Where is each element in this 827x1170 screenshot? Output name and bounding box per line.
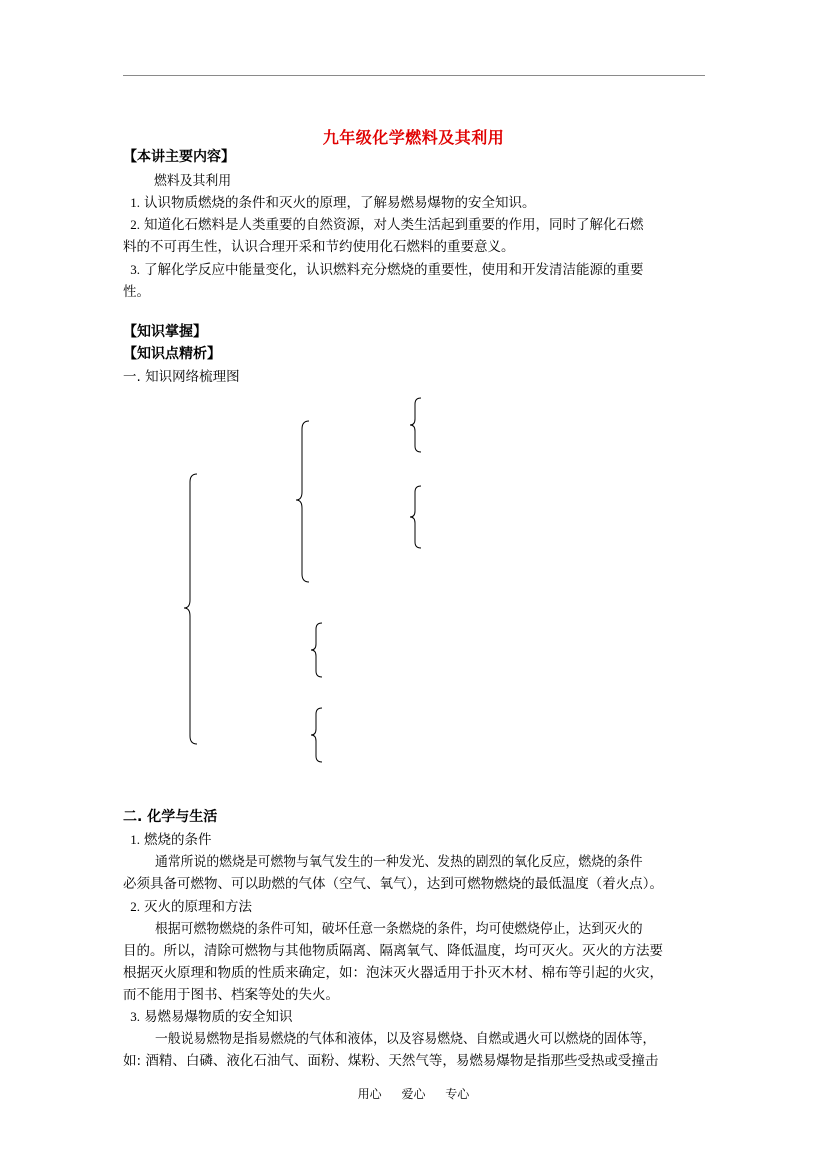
part-one-heading: 一. 知识网络梳理图	[123, 369, 240, 385]
page-title: 九年级化学燃料及其利用	[322, 128, 505, 147]
section-heading-two: 二. 化学与生活	[123, 809, 218, 825]
subsection-label: 灭火的原理和方法	[144, 899, 252, 915]
item-number: 2.	[130, 217, 140, 232]
item-text: 知道化石燃料是人类重要的自然资源，对人类生活起到重要的作用，同时了解化石燃	[144, 217, 644, 233]
lower-brace-two	[311, 708, 322, 762]
lower-brace-one	[311, 623, 322, 677]
subsection-label: 燃烧的条件	[144, 832, 212, 848]
item-number: 1.	[130, 832, 140, 847]
item-number: 1.	[130, 195, 140, 210]
paragraph-line: 目的。所以，清除可燃物与其他物质隔离、隔离氧气、降低温度，均可灭火。灭火的方法要	[123, 943, 663, 959]
paragraph-line: 而不能用于图书、档案等处的失火。	[123, 987, 339, 1003]
item-number: 3.	[130, 262, 140, 277]
item-text: 认识物质燃烧的条件和灭火的原理，了解易燃易爆物的安全知识。	[144, 195, 536, 211]
subtitle: 燃料及其利用	[154, 173, 232, 189]
item-number: 2.	[130, 899, 140, 914]
item-text-continued: 性。	[123, 284, 150, 300]
second-right-brace	[410, 486, 421, 548]
paragraph-line: 必须具备可燃物、可以助燃的气体（空气、氧气），达到可燃物燃烧的最低温度（着火点）。	[123, 876, 663, 892]
section-heading-analysis: 【知识点精析】	[123, 346, 221, 362]
paragraph-line: 如: 酒精、白磷、液化石油气、面粉、煤粉、天然气等，易燃易爆物是指那些受热或受撞击	[123, 1053, 659, 1069]
item-text-continued: 料的不可再生性，认识合理开采和节约使用化石燃料的重要意义。	[123, 239, 515, 255]
subsection-heading	[105, 1006, 689, 1028]
item-text: 了解化学反应中能量变化，认识燃料充分燃烧的重要性，使用和开发清洁能源的重要	[144, 262, 644, 278]
subsection-label: 易燃易爆物质的安全知识	[144, 1009, 293, 1025]
paragraph-line: 根据可燃物燃烧的条件可知，破坏任意一条燃烧的条件，均可使燃烧停止，达到灭火的	[155, 921, 643, 937]
paragraph-line: 通常所说的燃烧是可燃物与氧气发生的一种发光、发热的剧烈的氧化反应，燃烧的条件	[155, 854, 643, 870]
section-heading-main: 【本讲主要内容】	[123, 149, 235, 165]
section-heading-knowledge: 【知识掌握】	[123, 324, 207, 340]
page-footer: 用心 爱心 专心	[357, 1087, 470, 1101]
subsection-heading	[105, 829, 689, 851]
paragraph-line: 根据灭火原理和物质的性质来确定，如：泡沫灭火器适用于扑灭木材、棉布等引起的火灾，	[123, 965, 663, 981]
upper-middle-brace	[296, 421, 309, 582]
outer-brace	[184, 474, 197, 744]
subsection-heading	[105, 896, 689, 918]
paragraph-line: 一般说易燃物是指易燃烧的气体和液体，以及容易燃烧、自燃或遇火可以燃烧的固体等，	[155, 1031, 656, 1047]
top-right-brace	[410, 398, 421, 452]
item-number: 3.	[130, 1009, 140, 1024]
